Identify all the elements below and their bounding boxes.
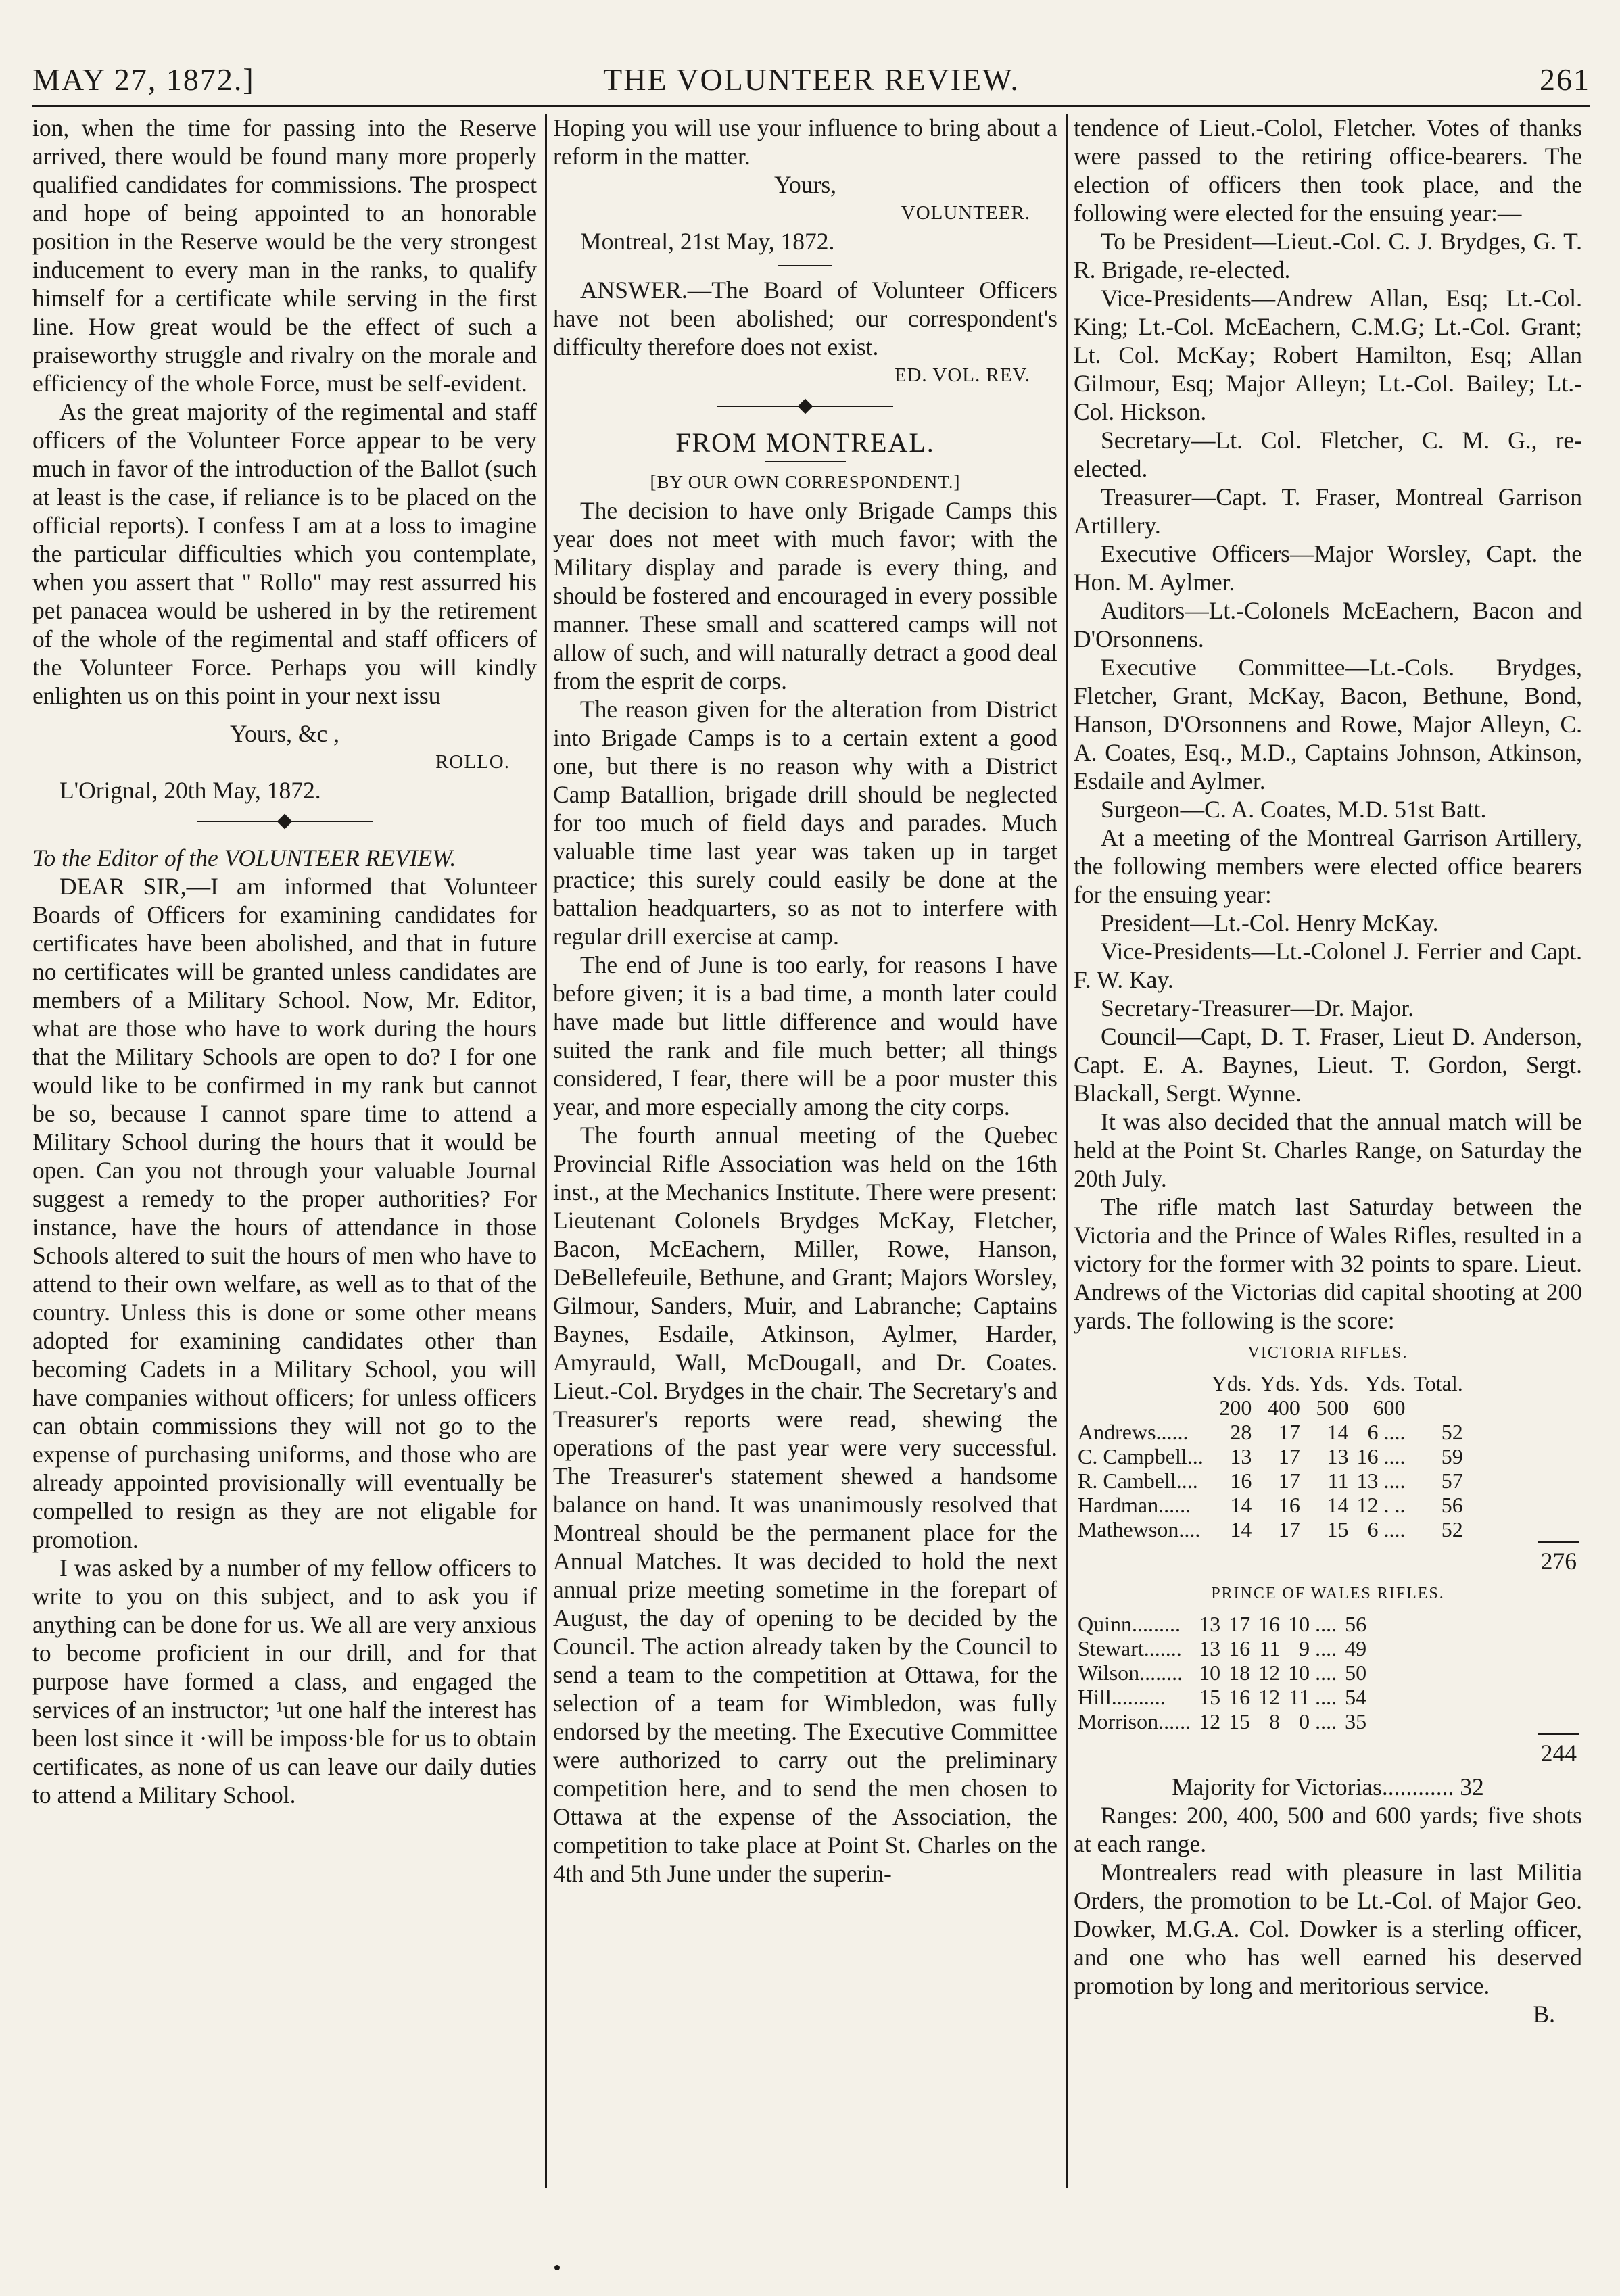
score-cell: 49 bbox=[1345, 1636, 1367, 1660]
publication-title: THE VOLUNTEER REVIEW. bbox=[603, 62, 1020, 97]
officer-listing: Treasurer—Capt. T. Fraser, Montreal Garrison Artillery. bbox=[1074, 483, 1582, 539]
score-cell: 200 bbox=[1219, 1395, 1252, 1420]
score-cell: 10 .... bbox=[1288, 1612, 1337, 1636]
editor-signature: ED. VOL. REV. bbox=[894, 364, 1030, 386]
letter-closing: Yours, bbox=[773, 171, 837, 198]
score-cell: Stewart....... bbox=[1078, 1636, 1182, 1660]
officer-listing: Vice-Presidents—Lt.-Colonel J. Ferrier and Capt. F. W. Kay. bbox=[1074, 938, 1582, 993]
score-cell: Yds. bbox=[1211, 1371, 1252, 1395]
score-table-title: VICTORIA RIFLES. bbox=[1247, 1344, 1408, 1362]
article-paragraph: The fourth annual meeting of the Quebec Provincial Rifle Association was held on the 16th inst., at the Mechanics Institute. There were present: Lieutenant Colonels Brydges McKay, Fletcher, Bacon, McEachern, Miller, Rowe, Hanson, DeBellefeuile, Bethune, and Grant; Majors Worsley, Gilmour, Sanders, Muir, and Labranche; Captains Baynes, Esdaile, Atkinson, Aylmer, Harder, Amyrauld, Wall, McDougall, and Dr. Coates. Lieut.-Col. Brydges in the chair. The Secretary's and Treasurer's reports were read, shewing the operations of the past year were very successful. The Treasurer's statement shewed a handsome balance on hand. It was unanimously resolved that Montreal should be the permanent place for the Annual Matches. It was decided to hold the next annual prize meeting sometime in the forepart of August, the day of opening to be decided by the Council. The action already taken by the Council to send a team to the competition at Ottawa, for the selection of a team for Wimbledon, was fully endorsed by the meeting. The Executive Committee were authorized to carry out the preliminary competition here, and to send the men chosen to Ottawa at the expense of the Association, the competition to take place at Point St. Charles on the 4th and 5th June under the superin- bbox=[553, 1122, 1057, 1887]
score-cell: 6 .... bbox=[1367, 1517, 1406, 1541]
score-cell: 17 bbox=[1278, 1444, 1300, 1468]
heading-rule bbox=[765, 461, 846, 462]
table-row bbox=[1074, 1709, 1371, 1733]
article-paragraph: The reason given for the alteration from District into Brigade Camps is to a certain extent a good one, but there is no reason why with a District Camp Batallion, brigade drill should be neglected for too much of field days and parades. Much valuable time last year was taken up in target practice; this surely could easily be done at the battalion headquarters, so as not to interfere with regular drill exercise at camp. bbox=[553, 696, 1057, 950]
score-cell: 11 bbox=[1327, 1468, 1349, 1493]
short-rule bbox=[778, 265, 832, 266]
table-row bbox=[1074, 1612, 1371, 1636]
header-rule bbox=[32, 105, 1590, 107]
letter-dateline: Montreal, 21st May, 1872. bbox=[580, 228, 835, 255]
score-cell: 28 bbox=[1230, 1420, 1252, 1444]
column-1 bbox=[32, 114, 537, 2276]
officer-listing: Executive Committee—Lt.-Cols. Brydges, Fletcher, Grant, McKay, Bacon, Bethune, Bond, Hanson, D'Orsonnens and Rowe, Major Alleyn, C. A. Coates, Esq., M.D., Captains Johnson, Atkinson, Esdaile and Aylmer. bbox=[1074, 654, 1582, 794]
score-cell: Yds. bbox=[1364, 1371, 1406, 1395]
officer-listing: Secretary-Treasurer—Dr. Major. bbox=[1101, 995, 1414, 1022]
score-cell: Morrison...... bbox=[1078, 1709, 1191, 1733]
score-cell: 50 bbox=[1345, 1660, 1367, 1685]
score-cell: 15 bbox=[1327, 1517, 1349, 1541]
score-cell: 17 bbox=[1278, 1517, 1300, 1541]
header-date: MAY 27, 1872.] bbox=[32, 62, 255, 97]
score-cell: Wilson........ bbox=[1078, 1660, 1183, 1685]
column-3 bbox=[1074, 114, 1582, 2276]
score-cell: 12 bbox=[1199, 1709, 1221, 1733]
table-row bbox=[1074, 1660, 1371, 1685]
total-value: 244 bbox=[1538, 1733, 1579, 1767]
prince-of-wales-score-table bbox=[1074, 1612, 1371, 1733]
article-paragraph: The rifle match last Saturday between the Victoria and the Prince of Wales Rifles, resulted in a victory for the former with 32 points to spare. Lieut. Andrews of the Victorias did capital shooting at 200 yards. The following is the score: bbox=[1074, 1193, 1582, 1334]
letter-salutation-heading: To the Editor of the VOLUNTEER REVIEW. bbox=[32, 844, 456, 871]
score-cell: Andrews...... bbox=[1078, 1420, 1189, 1444]
score-cell bbox=[1409, 1395, 1467, 1420]
score-cell: 13 bbox=[1199, 1612, 1221, 1636]
score-cell: 17 bbox=[1278, 1420, 1300, 1444]
score-cell: 16 .... bbox=[1356, 1444, 1406, 1468]
score-cell: 35 bbox=[1345, 1709, 1367, 1733]
page-header bbox=[32, 27, 1590, 97]
score-cell: Quinn......... bbox=[1078, 1612, 1181, 1636]
victoria-score-table bbox=[1074, 1371, 1467, 1541]
score-cell bbox=[1074, 1371, 1208, 1395]
article-heading: FROM MONTREAL. bbox=[675, 427, 935, 458]
prince-of-wales-total bbox=[1074, 1733, 1582, 1767]
score-cell: 16 bbox=[1229, 1685, 1251, 1709]
article-paragraph: The decision to have only Brigade Camps this year does not meet with much favor; with the Military display and parade is every thing, and should be fostered and encouraged in every possible manner. These small and scattered camps will not allow of such, and will naturally detract a good deal from the esprit de corps. bbox=[553, 497, 1057, 694]
editor-answer: ANSWER.—The Board of Volunteer Officers have not been abolished; our correspondent's difficulty therefore does not exist. bbox=[553, 277, 1057, 360]
score-cell: C. Campbell... bbox=[1078, 1444, 1204, 1468]
score-cell: 400 bbox=[1267, 1395, 1300, 1420]
score-cell: 12 bbox=[1258, 1660, 1281, 1685]
letter-signature: VOLUNTEER. bbox=[901, 202, 1030, 224]
score-cell: 8 bbox=[1269, 1709, 1281, 1733]
letter-body-continued: I was asked by a number of my fellow officers to write to you on this subject, and to ask you if anything can be done for us. We all are very anxious to become proficient in our drill, and for that purpose have formed a class, and engaged the services of an instructor; ¹ut one half the interest has been lost since it ·will be imposs·ble for us to obtain certificates, as none of us can leave our daily duties to attend a Military School. bbox=[32, 1554, 537, 1809]
score-cell: 59 bbox=[1441, 1444, 1463, 1468]
score-cell: 16 bbox=[1258, 1612, 1281, 1636]
victoria-total bbox=[1074, 1541, 1582, 1575]
score-cell: 52 bbox=[1441, 1420, 1463, 1444]
table-header-row bbox=[1074, 1371, 1467, 1395]
table-row bbox=[1074, 1468, 1467, 1493]
score-cell: 56 bbox=[1441, 1493, 1463, 1517]
score-cell: 10 .... bbox=[1288, 1660, 1337, 1685]
score-cell: 18 bbox=[1229, 1660, 1251, 1685]
score-cell: 14 bbox=[1327, 1420, 1349, 1444]
table-header-row bbox=[1074, 1395, 1467, 1420]
score-cell: 16 bbox=[1278, 1493, 1300, 1517]
score-cell: 54 bbox=[1345, 1685, 1367, 1709]
score-cell: 14 bbox=[1230, 1493, 1252, 1517]
score-cell: 11 .... bbox=[1289, 1685, 1337, 1709]
section-divider bbox=[197, 815, 373, 828]
score-table-title: PRINCE OF WALES RIFLES. bbox=[1211, 1585, 1445, 1602]
article-paragraph: The end of June is too early, for reasons I have before given; it is a bad time, a month later could have made but little difference and would have suited the rank and file much better; all things considered, I fear, there will be a poor muster this year, and more especially among the city corps. bbox=[553, 951, 1057, 1120]
ranges-line: Ranges: 200, 400, 500 and 600 yards; five shots at each range. bbox=[1074, 1802, 1582, 1857]
table-row bbox=[1074, 1636, 1371, 1660]
officer-listing: Council—Capt, D. T. Fraser, Lieut D. Anderson, Capt. E. A. Baynes, Lieut. T. Gordon, Sergt. Blackall, Sergt. Wynne. bbox=[1074, 1023, 1582, 1107]
score-cell: Mathewson.... bbox=[1078, 1517, 1201, 1541]
score-cell: 12 bbox=[1258, 1685, 1281, 1709]
table-row bbox=[1074, 1420, 1467, 1444]
article-byline: [BY OUR OWN CORRESPONDENT.] bbox=[650, 472, 961, 492]
score-cell: 13 .... bbox=[1356, 1468, 1406, 1493]
letter-signature: ROLLO. bbox=[435, 751, 510, 773]
score-cell: 56 bbox=[1345, 1612, 1367, 1636]
score-cell: 15 bbox=[1199, 1685, 1221, 1709]
score-cell: 52 bbox=[1441, 1517, 1463, 1541]
score-cell: 13 bbox=[1199, 1636, 1221, 1660]
letter-close-text: Hoping you will use your influence to bring about a reform in the matter. bbox=[553, 114, 1057, 170]
score-cell: 57 bbox=[1441, 1468, 1463, 1493]
score-cell: R. Cambell.... bbox=[1078, 1468, 1198, 1493]
score-cell: 16 bbox=[1229, 1636, 1251, 1660]
article-paragraph: It was also decided that the annual match will be held at the Point St. Charles Range, on Saturday the 20th July. bbox=[1074, 1108, 1582, 1192]
section-divider bbox=[717, 400, 893, 412]
score-cell: 14 bbox=[1230, 1517, 1252, 1541]
score-cell: 9 .... bbox=[1299, 1636, 1337, 1660]
score-cell bbox=[1074, 1395, 1208, 1420]
table-row bbox=[1074, 1493, 1467, 1517]
score-cell: 14 bbox=[1327, 1493, 1349, 1517]
table-row bbox=[1074, 1444, 1467, 1468]
officer-listing: Vice-Presidents—Andrew Allan, Esq; Lt.-Col. King; Lt.-Col. McEachern, C.M.G; Lt.-Col. Grant; Lt. Col. McKay; Robert Hamilton, Esq; Allan Gilmour, Esq; Major Alleyn; Lt.-Col. Bailey; Lt.-Col. Hickson. bbox=[1074, 285, 1582, 425]
table-row bbox=[1074, 1517, 1467, 1541]
score-cell: Yds. bbox=[1260, 1371, 1300, 1395]
score-cell: 13 bbox=[1327, 1444, 1349, 1468]
column-2 bbox=[553, 114, 1057, 2276]
score-cell: 600 bbox=[1373, 1395, 1406, 1420]
score-cell: 15 bbox=[1229, 1709, 1251, 1733]
column-rule-2 bbox=[1066, 114, 1068, 2188]
ink-speck bbox=[554, 2265, 560, 2270]
officer-listing: Surgeon—C. A. Coates, M.D. 51st Batt. bbox=[1101, 796, 1487, 823]
score-cell: 500 bbox=[1316, 1395, 1349, 1420]
table-row bbox=[1074, 1685, 1371, 1709]
page-number: 261 bbox=[1540, 62, 1590, 97]
score-cell: Total. bbox=[1413, 1371, 1463, 1395]
score-cell: 16 bbox=[1230, 1468, 1252, 1493]
letter-body: DEAR SIR,—I am informed that Volunteer Boards of Officers for examining candidates for certificates have been abolished, and that in future no certificates will be granted unless candidates are members of a Military School. Now, Mr. Editor, what are those who have to work during the hours that the Military Schools are open to do? I for one would like to be confirmed in my rank but cannot be so, because I cannot spare time to attend a Military School during the hours that it would be open. Can you not through your valuable Journal suggest a remedy to the proper authorities? For instance, have the hours of attendance in those Schools altered to suit the hours of men who have to attend to their own welfare, as well as to that of the country. Unless this is done or some other means adopted for examining candidates other than becoming Cadets in a Military School, you will have companies without officers; for unless officers can obtain commissions they will not go to the expense of purchasing uniforms, and those who are already appointed provisionally will eventually be compelled to resign as they are not eligable for promotion. bbox=[32, 873, 537, 1553]
officer-listing: Auditors—Lt.-Colonels McEachern, Bacon and D'Orsonnens. bbox=[1074, 597, 1582, 652]
score-cell: Yds. bbox=[1308, 1371, 1349, 1395]
score-cell: Hill.......... bbox=[1078, 1685, 1166, 1709]
article-continued: tendence of Lieut.-Colol, Fletcher. Votes of thanks were passed to the retiring office-bearers. The election of officers then took place, and the following were elected for the ensuing year:— bbox=[1074, 114, 1582, 226]
score-cell: Hardman...... bbox=[1078, 1493, 1191, 1517]
article-signature: B. bbox=[1533, 2001, 1555, 2028]
score-cell: 13 bbox=[1230, 1444, 1252, 1468]
score-cell: 6 .... bbox=[1367, 1420, 1406, 1444]
score-cell: 11 bbox=[1259, 1636, 1281, 1660]
letter-dateline: L'Orignal, 20th May, 1872. bbox=[59, 777, 321, 804]
rollo-letter-continued: ion, when the time for passing into the Reserve arrived, there would be found many more properly qualified candidates for commissions. The prospect and hope of being appointed to an honorable position in the Reserve would be the very strongest inducement to every man in the ranks, to qualify himself for a certificate while serving in the first line. How great would be the effect of such a praiseworthy struggle and rivalry on the morale and efficiency of the whole Force, must be self-evident. bbox=[32, 114, 537, 397]
majority-line: Majority for Victorias............ 32 bbox=[1172, 1773, 1484, 1800]
total-value: 276 bbox=[1538, 1541, 1579, 1575]
score-cell: 0 .... bbox=[1299, 1709, 1337, 1733]
article-paragraph: At a meeting of the Montreal Garrison Artillery, the following members were elected office bearers for the ensuing year: bbox=[1074, 824, 1582, 908]
column-rule-1 bbox=[545, 114, 547, 2188]
article-paragraph: Montrealers read with pleasure in last Militia Orders, the promotion to be Lt.-Col. of Major Geo. Dowker, M.G.A. Col. Dowker is a sterling officer, and one who has well earned his deserved promotion by long and meritorious service. bbox=[1074, 1859, 1582, 1999]
rollo-letter-paragraph: As the great majority of the regimental and staff officers of the Volunteer Force appear to be very much in favor of the introduction of the Ballot (such at least is the case, if reliance is to be placed on the official reports). I confess I am at a loss to imagine the particular difficulties which you contemplate, when you assert that " Rollo" may rest assurred his pet panacea would be ushered in by the retirement of the whole of the regimental and staff officers of the Volunteer Force. Perhaps you will kindly enlighten us on this point in your next issu bbox=[32, 398, 537, 709]
officer-listing: Secretary—Lt. Col. Fletcher, C. M. G., re-elected. bbox=[1074, 427, 1582, 482]
letter-closing: Yours, &c , bbox=[229, 720, 340, 747]
score-cell: 17 bbox=[1229, 1612, 1251, 1636]
score-cell: 10 bbox=[1199, 1660, 1221, 1685]
score-cell: 12 . .. bbox=[1356, 1493, 1406, 1517]
officer-listing: President—Lt.-Col. Henry McKay. bbox=[1101, 909, 1439, 936]
officer-listing: Executive Officers—Major Worsley, Capt. the Hon. M. Aylmer. bbox=[1074, 540, 1582, 596]
officer-listing: To be President—Lieut.-Col. C. J. Brydges, G. T. R. Brigade, re-elected. bbox=[1074, 228, 1582, 283]
score-cell: 17 bbox=[1278, 1468, 1300, 1493]
